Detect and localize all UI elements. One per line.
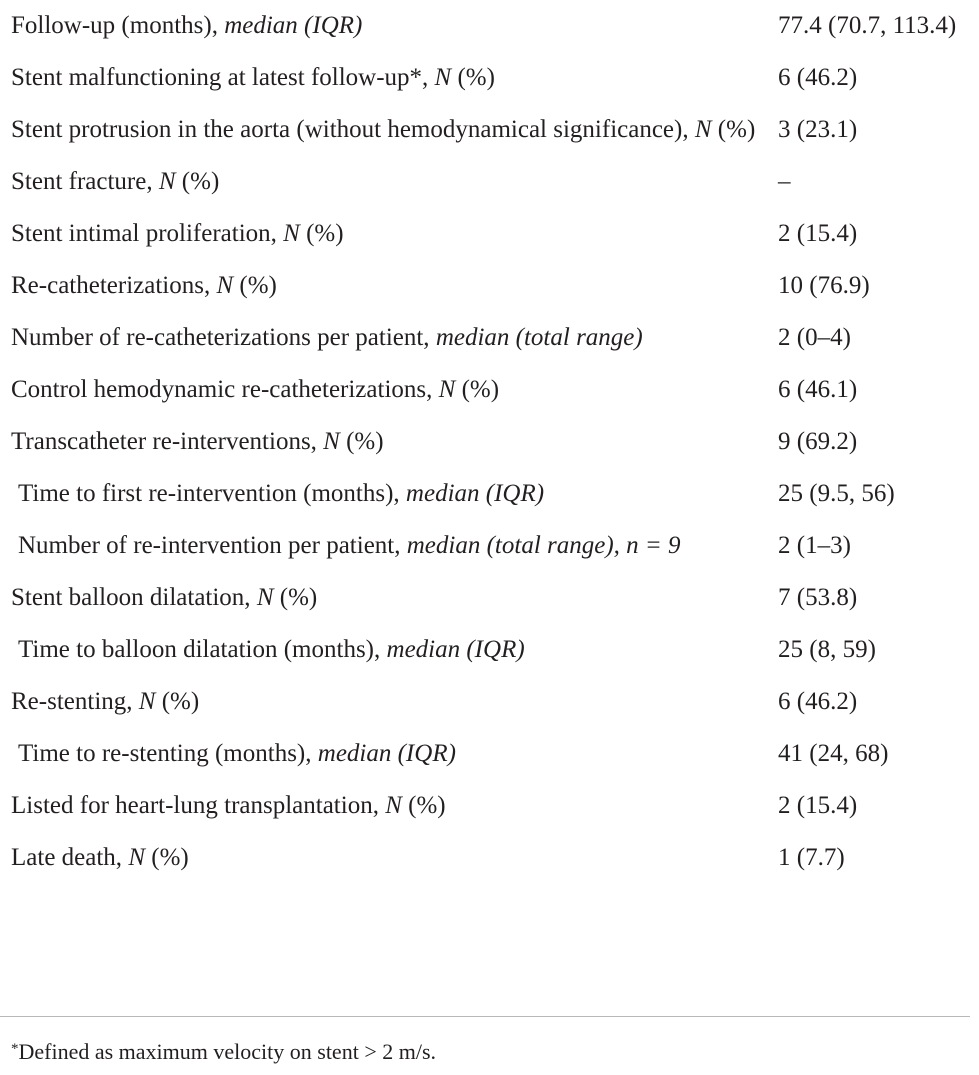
- row-value: 2 (15.4): [778, 220, 858, 247]
- table-row: [0, 312, 979, 364]
- row-label: Transcatheter re-interventions, N (%): [11, 428, 384, 455]
- table-row: [0, 676, 979, 728]
- row-label: Late death, N (%): [11, 844, 189, 871]
- row-label: Follow-up (months), median (IQR): [11, 12, 363, 39]
- table-row: [0, 416, 979, 468]
- row-value: 7 (53.8): [778, 584, 858, 611]
- footnote-divider: [0, 1016, 970, 1017]
- row-value: 6 (46.2): [778, 64, 858, 91]
- row-label: Stent malfunctioning at latest follow-up*, N (%): [11, 64, 495, 91]
- row-label: Control hemodynamic re-catheterizations, N (%): [11, 376, 500, 403]
- row-value: 6 (46.1): [778, 376, 858, 403]
- table-row: [0, 364, 979, 416]
- row-value: 77.4 (70.7, 113.4): [778, 12, 957, 39]
- row-value: 6 (46.2): [778, 688, 858, 715]
- row-label: Stent protrusion in the aorta (without hemodynamical significance), N (%): [11, 116, 756, 143]
- table-row: [0, 572, 979, 624]
- row-value: 3 (23.1): [778, 116, 858, 143]
- table-row: [0, 260, 979, 312]
- table-footnote: [11, 1034, 436, 1067]
- row-value: 2 (1–3): [778, 532, 851, 559]
- row-label: Number of re-intervention per patient, median (total range), n = 9: [18, 532, 681, 559]
- table-row: [0, 624, 979, 676]
- table-row: [0, 728, 979, 780]
- table-row: [0, 104, 979, 156]
- table-row: [0, 52, 979, 104]
- row-label: Time to re-stenting (months), median (IQR): [18, 740, 456, 767]
- table-row: [0, 208, 979, 260]
- row-label: Re-stenting, N (%): [11, 688, 200, 715]
- row-value: 10 (76.9): [778, 272, 870, 299]
- row-value: 2 (0–4): [778, 324, 851, 351]
- row-label: Re-catheterizations, N (%): [11, 272, 277, 299]
- table-row: [0, 0, 979, 52]
- footnote-text: Defined as maximum velocity on stent > 2 m/s.: [18, 1039, 437, 1064]
- row-label: Time to first re-intervention (months), median (IQR): [18, 480, 545, 507]
- table-row: [0, 468, 979, 520]
- table-row: [0, 832, 979, 884]
- row-value: 9 (69.2): [778, 428, 858, 455]
- row-value: 41 (24, 68): [778, 740, 889, 767]
- row-label: Number of re-catheterizations per patient, median (total range): [11, 324, 643, 351]
- row-label: Stent balloon dilatation, N (%): [11, 584, 318, 611]
- row-value: 25 (9.5, 56): [778, 480, 895, 507]
- table-row: [0, 156, 979, 208]
- footnote-symbol: *: [11, 1041, 19, 1057]
- row-label: Time to balloon dilatation (months), median (IQR): [18, 636, 525, 663]
- table-row: [0, 520, 979, 572]
- row-label: Listed for heart-lung transplantation, N (%): [11, 792, 446, 819]
- row-value: 25 (8, 59): [778, 636, 876, 663]
- row-value: –: [778, 168, 791, 195]
- row-value: 1 (7.7): [778, 844, 845, 871]
- row-value: 2 (15.4): [778, 792, 858, 819]
- row-label: Stent intimal proliferation, N (%): [11, 220, 344, 247]
- row-label: Stent fracture, N (%): [11, 168, 220, 195]
- table-row: [0, 780, 979, 832]
